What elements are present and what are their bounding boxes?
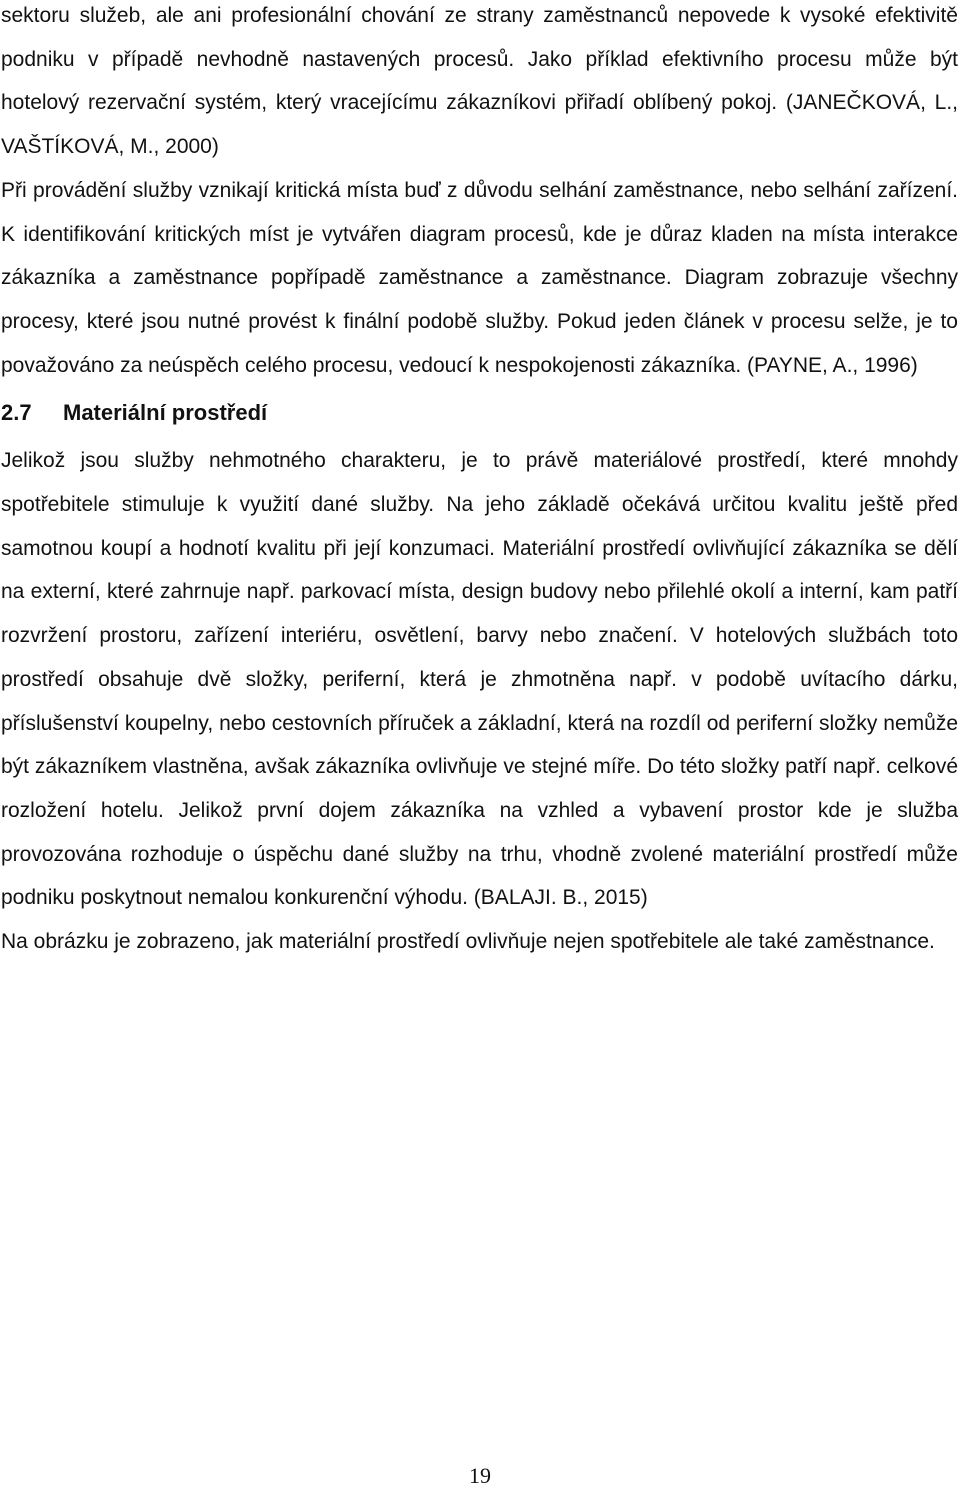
section-title: Materiální prostředí — [63, 400, 268, 426]
page-content — [1, 0, 958, 964]
section-number: 2.7 — [1, 400, 32, 426]
paragraph-figure-intro: Na obrázku je zobrazeno, jak materiální prostředí ovlivňuje nejen spotřebitele ale také zaměstnance. — [1, 930, 935, 954]
section-heading — [1, 387, 958, 439]
page-number: 19 — [469, 1463, 491, 1488]
paragraph-critical-points: Při provádění služby vznikají kritická místa buď z důvodu selhání zaměstnance, nebo selhání zařízení. K identifikování kritických míst je vytvářen diagram procesů, kde je důraz kladen na místa interakce zákazníka a zaměstnance popřípadě zaměstnance a zaměstnance. Diagram zobrazuje všechny procesy, které jsou nutné provést k finální podobě služby. Pokud jeden článek v procesu selže, je to považováno za neúspěch celého procesu, vedoucí k nespokojenosti zákazníka. (PAYNE, A., 1996) — [1, 178, 958, 377]
paragraph-material-environment: Jelikož jsou služby nehmotného charakteru, je to právě materiálové prostředí, které mnohdy spotřebitele stimuluje k využití dané služby. Na jeho základě očekává určitou kvalitu ještě před samotnou koupí a hodnotí kvalitu při její konzumaci. Materiální prostředí ovlivňující zákazníka se dělí na externí, které zahrnuje např. parkovací místa, design budovy nebo přilehlé okolí a interní, kam patří rozvržení prostoru, zařízení interiéru, osvětlení, barvy nebo značení. V hotelových službách toto prostředí obsahuje dvě složky, periferní, která je zhmotněna např. v podobě uvítacího dárku, příslušenství koupelny, nebo cestovních příruček a základní, která na rozdíl od periferní složky nemůže být zákazníkem vlastněna, avšak zákazníka ovlivňuje ve stejné míře. Do této složky patří např. celkové rozložení hotelu. Jelikož první dojem zákazníka na vzhled a vybavení prostor kde je služba provozována rozhoduje o úspěchu dané služby na trhu, vhodně zvolené materiální prostředí může podniku poskytnout nemalou konkurenční výhodu. (BALAJI. B., 2015) — [1, 449, 958, 910]
paragraph-process-efficiency: sektoru služeb, ale ani profesionální chování ze strany zaměstnanců nepovede k vysoké efektivitě podniku v případě nevhodně nastavených procesů. Jako příklad efektivního procesu může být hotelový rezervační systém, který vracejícímu zákazníkovi přiřadí oblíbený pokoj. (JANEČKOVÁ, L., VAŠTÍKOVÁ, M., 2000) — [1, 4, 958, 159]
